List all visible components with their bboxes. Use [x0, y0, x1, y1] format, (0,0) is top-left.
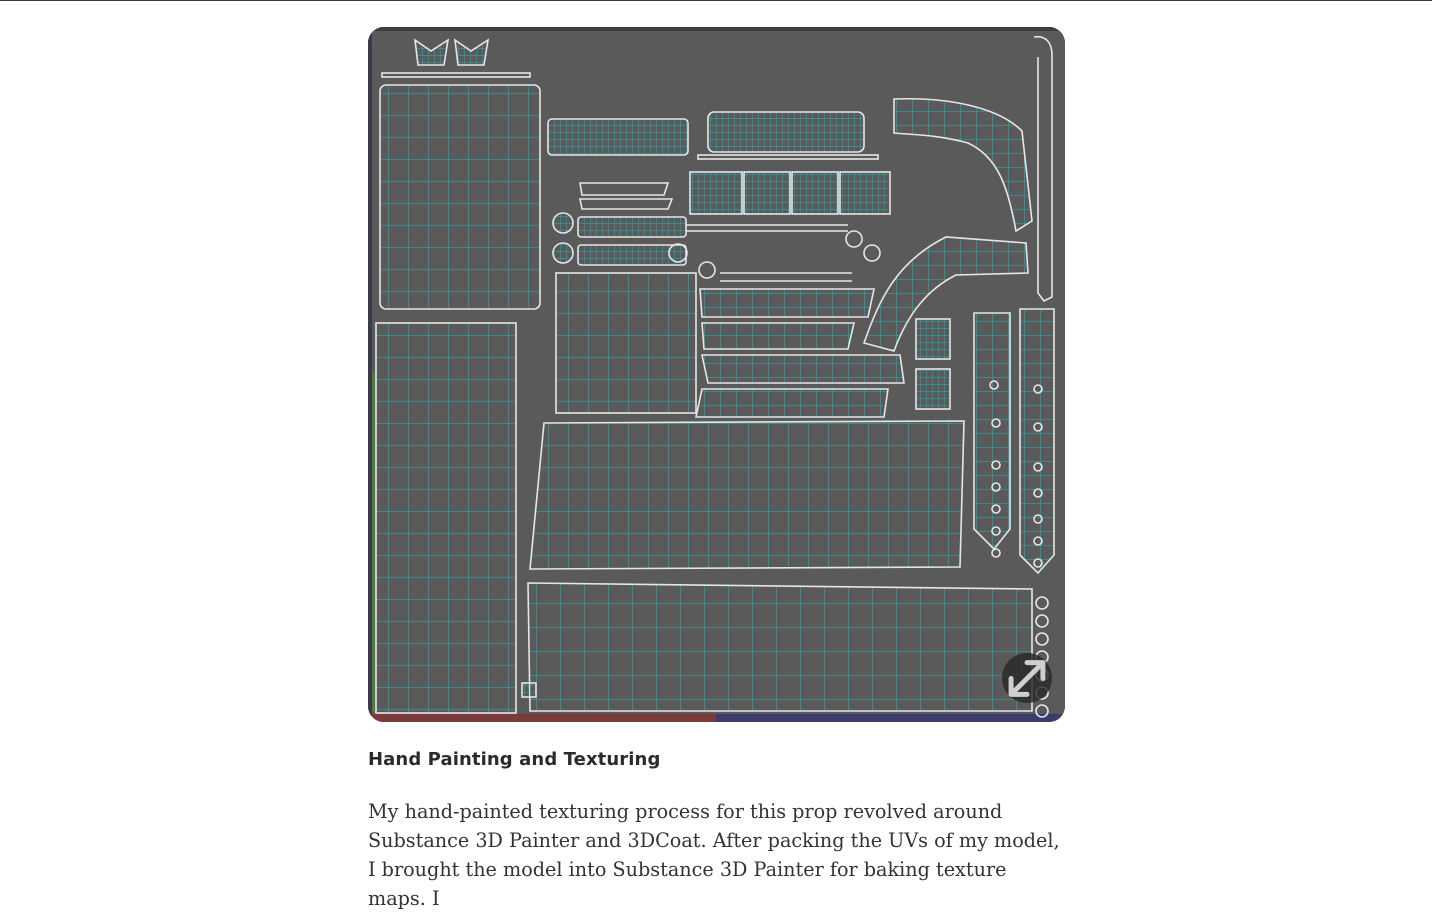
top-divider	[0, 0, 1432, 1]
body-paragraph: My hand-painted texturing process for this prop revolved around Substance 3D Painter and 3DCoat. After packing the UVs of my model, I brought the model into Substance 3D Painter for baking texture maps. I	[368, 800, 1060, 910]
uv-layout-image	[368, 27, 1065, 722]
uv-layout-figure[interactable]	[368, 27, 1065, 722]
section-heading: Hand Painting and Texturing	[368, 749, 661, 770]
expand-image-button[interactable]	[1002, 653, 1052, 703]
expand-arrows-icon	[1002, 331, 1052, 723]
article-content	[368, 27, 1065, 913]
